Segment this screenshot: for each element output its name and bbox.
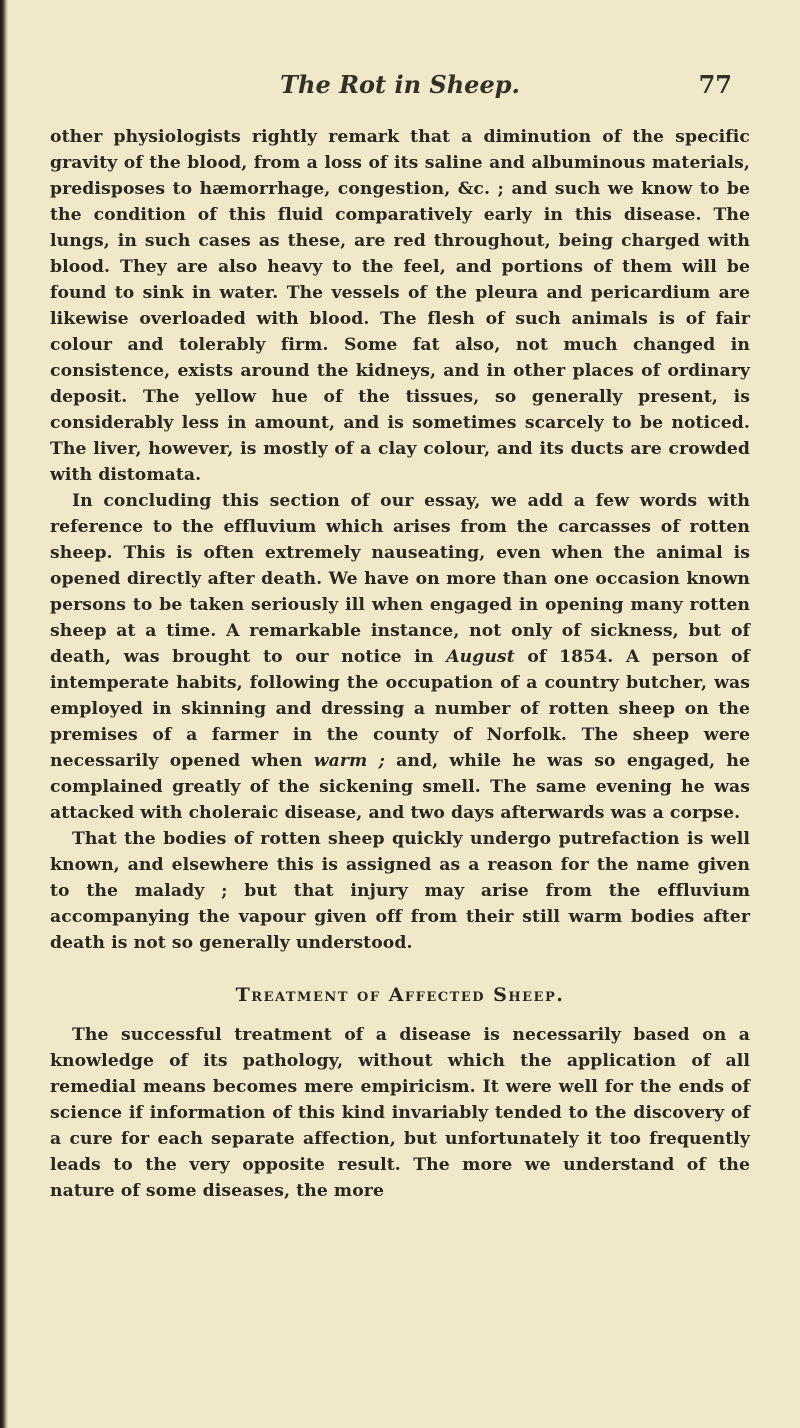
paragraph-4: The successful treatment of a disease is necessarily based on a knowledge of its pathology, without which the application of all remedial means becomes mere empiricism. It were well for the ends of science if information of this kind invariably tended to the discovery of a cure for each separate affection, but unfortunately it too frequently leads to the very opposite result. The more we understand of the nature of some diseases, the more <box>50 1025 750 1201</box>
page-number: 77 <box>698 70 732 99</box>
paragraph-2-part-1: In concluding this section of our essay, we add a few words with reference to the effluvium which arises from the carcasses of rotten sheep. This is often extremely nauseating, even when the animal is opened directly after death. We have on more than one occasion known persons to be taken seriously ill when engaged in opening many rotten sheep at a time. A remarkable instance, not only of sickness, but of death, was brought to our notice in <box>50 491 750 667</box>
paragraph-2-part-2: of 1854. A person of intemperate habits, following the occupation of a country butcher, was employed in skinning and dressing a number of rotten sheep on the premises of a farmer in the county of Norfolk. The sheep were necessarily opened when <box>50 647 751 771</box>
paragraph-3: That the bodies of rotten sheep quickly undergo putrefaction is well known, and elsewhere this is assigned as a reason for the name given to the malady ; but that injury may arise from the effluvium accompanying the vapour given off from their still warm bodies after death is not so generally understood. <box>50 829 750 953</box>
running-title: The Rot in Sheep. <box>280 70 520 99</box>
paragraph-2-part-3: and, while he was so engaged, he complained greatly of the sickening smell. The same evening he was attacked with choleraic disease, and two days afterwards was a corpse. <box>50 751 750 823</box>
paragraph-1: other physiologists rightly remark that a diminution of the specific gravity of the blood, from a loss of its saline and albuminous materials, predisposes to hæmorrhage, congestion, &c. ; and such we know to be the condition of this fluid comparatively early in this disease. The lungs, in such cases as these, are red throughout, being charged with blood. They are also heavy to the feel, and portions of them will be found to sink in water. The vessels of the pleura and pericardium are likewise overloaded with blood. The flesh of such animals is of fair colour and tolerably firm. Some fat also, not much changed in consistence, exists around the kidneys, and in other places of ordinary deposit. The yellow hue of the tissues, so generally present, is considerably less in amount, and is sometimes scarcely to be noticed. The liver, however, is mostly of a clay colour, and its ducts are crowded with distomata. <box>50 127 750 485</box>
paragraph-2 <box>50 488 750 826</box>
page-binding-edge <box>0 0 8 1428</box>
section-heading: Treatment of Affected Sheep. <box>235 984 565 1006</box>
word-warm: warm ; <box>313 751 385 771</box>
month-august: August <box>446 647 515 667</box>
page-body <box>50 124 750 1204</box>
page-header <box>0 70 800 106</box>
